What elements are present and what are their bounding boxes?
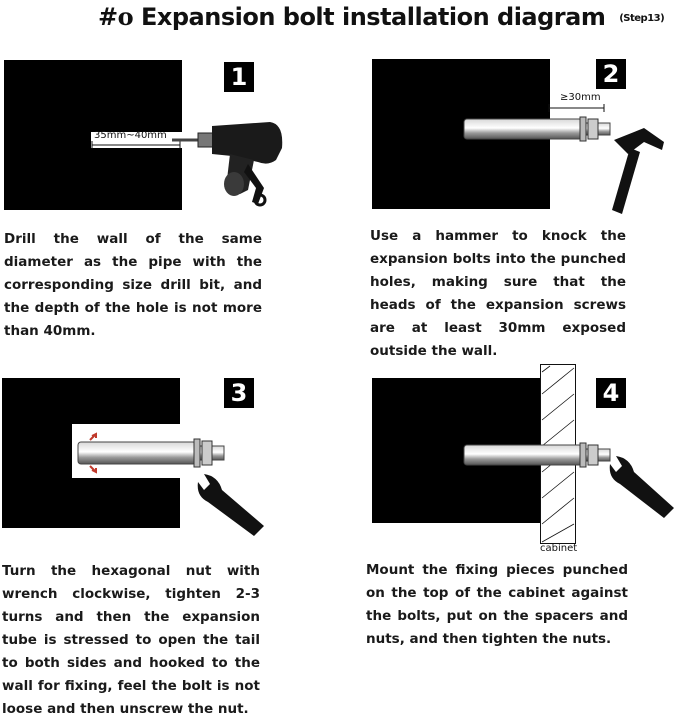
cabinet-label: cabinet bbox=[540, 543, 578, 554]
mounted-bolt-icon bbox=[462, 440, 614, 470]
step-1-measure: 35mm~40mm bbox=[94, 130, 167, 141]
step-4-description: Mount the fixing pieces punched on the top of the cabinet against the bolts, put on the spacers and nuts, and then tighten the nuts. bbox=[366, 562, 628, 647]
expansion-bolt-icon bbox=[462, 114, 614, 144]
hammer-icon bbox=[606, 128, 668, 218]
wrench-icon bbox=[194, 472, 270, 538]
step-2-measure-line bbox=[546, 104, 608, 114]
step-2-measure: ≥30mm bbox=[560, 92, 601, 103]
title-step: (Step13) bbox=[619, 12, 665, 24]
step-2-description: Use a hammer to knock the expansion bolts into the punched holes, making sure that the heads of the expansion screws are at least 30mm exposed outside the wall. bbox=[370, 228, 626, 359]
wrench-icon bbox=[606, 454, 678, 520]
title-main: Expansion bolt installation diagram bbox=[140, 3, 606, 31]
step-3-description: Turn the hexagonal nut with wrench clockwise, tighten 2-3 turns and then the expansion tube is stressed to open the tail to both sides and hooked to the wall for fixing, feel the bolt is not loose and then unscrew the nut. bbox=[2, 563, 260, 717]
step-1-badge: 1 bbox=[224, 62, 254, 92]
title-hash: #o bbox=[98, 2, 134, 31]
step-1-measure-line bbox=[90, 141, 184, 151]
step-2-badge: 2 bbox=[596, 59, 626, 89]
step-4-badge: 4 bbox=[596, 378, 626, 408]
page-title bbox=[98, 2, 664, 31]
step-3-badge: 3 bbox=[224, 378, 254, 408]
step-1-description: Drill the wall of the same diameter as the pipe with the corresponding size drill bit, and the depth of the hole is not more than 40mm. bbox=[4, 231, 262, 339]
drill-icon bbox=[172, 118, 287, 210]
expanded-bolt-icon bbox=[76, 434, 228, 472]
